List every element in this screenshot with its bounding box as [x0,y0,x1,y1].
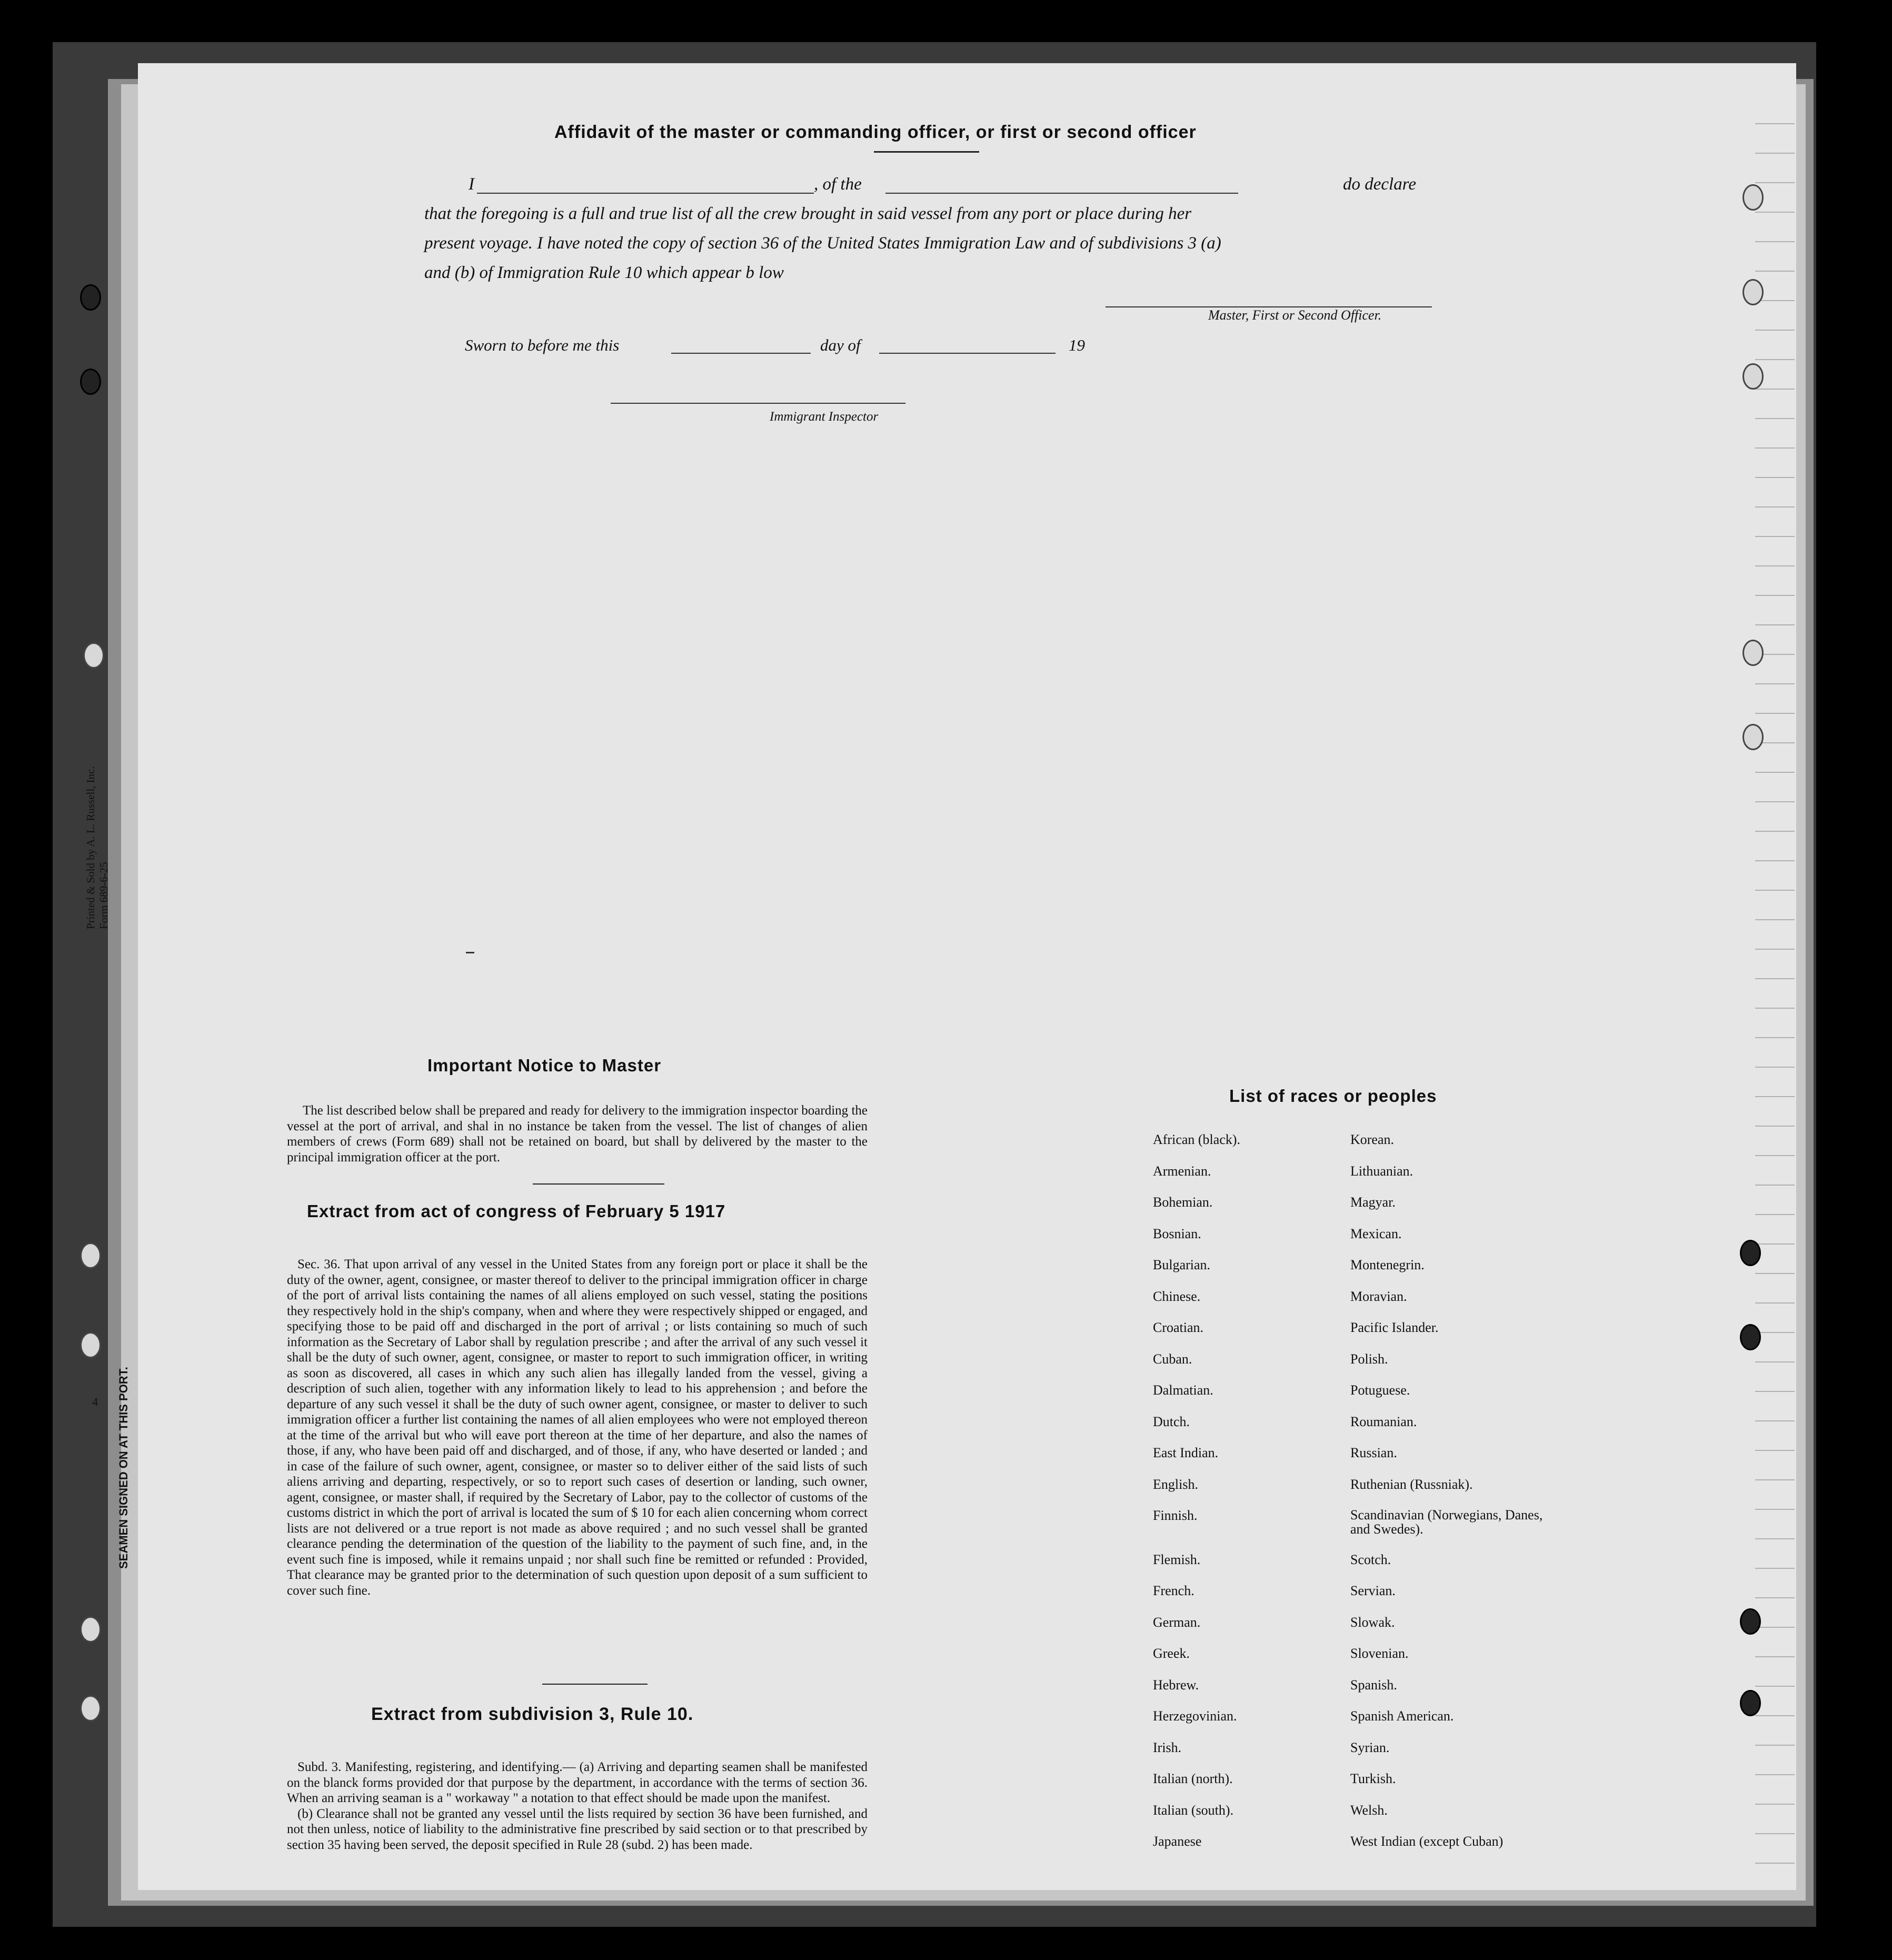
binder-hole-left-4 [80,1242,101,1269]
extract-rule-title: Extract from subdivision 3, Rule 10. [371,1704,694,1724]
race-item: Ruthenian (Russniak). [1350,1476,1473,1492]
race-item: Greek. [1153,1646,1190,1661]
binder-hole-right-7 [1740,1324,1761,1350]
extract-divider [542,1684,648,1685]
sworn-month-line[interactable] [879,353,1055,354]
race-item: Slowak. [1350,1614,1395,1630]
printer-imprint: Printed & Sold by A. L. Russell, Inc. Form 689-6-25 [84,766,110,929]
race-item: Japanese [1153,1834,1202,1849]
notice-divider [533,1183,664,1185]
inspector-signature-line[interactable] [611,403,905,404]
sworn-day-label: day of [820,336,861,354]
binder-hole-right-5 [1742,724,1764,750]
race-item: Italian (north). [1153,1771,1233,1786]
extract-act-body: Sec. 36. That upon arrival of any vessel in the United States from any foreign port or place it shall be the duty of the owner, agent, consignee, or master thereof to deliver to the principal immigration officer in charge of the port of arrival lists containing the names of all aliens employed on such vessel, stating the positions they respectively hold in the ship's company, when and where they were respectively shipped or engaged, and specifying those to be paid off and discharged in the port of arrival ; or lists containing so much of such information as the Secretary of Labor shall by regulation prescribe ; and after the arrival of any such vessel it shall be the duty of such owner, agent, consignee, or master to report to such immigration officer, in writing as soon as discovered, all cases in which any such alien has illegally landed from the vessel, giving a description of such alien, together with any information likely to lead to his apprehension ; and before the departure of any such vessel it shall be the duty of such owner agent, consignee, or master to deliver to such immigration officer a further list containing the names of all alien employees who were not employed thereon at the time of the arrival but who will eave port thereon at the time of her departure, and also the names of those, if any, who have been paid off and discharged, and of those, if any, who have deserted or landed ; and in case of the failure of such owner, agent, consignee, or master so to deliver either of the said lists of such aliens arriving and departing, respectively, or so to report such cases of desertion or landing, such owner, agent, consignee, or master shall, if required by the Secretary of Labor, pay to the collector of customs of the customs district in which the port of arrival is located the sum of $ 10 for each alien concerning whom correct lists are not delivered or a true report is not made as above required ; and no such vessel shall be granted clearance pending the determination of the question of the liability to the payment of such fine, and, in the event such fine is imposed, while it remains unpaid ; nor shall such fine be remitted or refunded : Provided, That clearance may be granted prior to the determination of such question upon deposit of a sum sufficient to cover such fine. [287,1257,868,1598]
race-item: Bulgarian. [1153,1257,1211,1272]
race-item: East Indian. [1153,1445,1219,1460]
race-item: Chinese. [1153,1288,1201,1304]
race-item: Croatian. [1153,1320,1204,1335]
notice-body: The list described below shall be prepared and ready for delivery to the immigration inspector boarding the vessel at the port of arrival, and shal in no instance be taken from the vessel. The list of changes of alien members of crews (Form 689) shall not be retained on board, but shall by delivered by the master to the principal immigration officer at the port. [287,1103,868,1165]
binder-hole-right-1 [1742,184,1764,211]
binder-hole-left-7 [80,1695,101,1722]
binder-hole-right-3 [1742,363,1764,390]
stray-mark [466,952,474,953]
affidavit-i: I [469,175,474,194]
race-item: Flemish. [1153,1551,1201,1567]
sworn-day-line[interactable] [671,353,811,354]
affidavit-line-3: present voyage. I have noted the copy of section 36 of the United States Immigration Law and of subdivisions 3 (a) [424,234,1221,253]
master-label: Master, First or Second Officer. [1208,307,1382,323]
binder-hole-right-9 [1740,1690,1761,1716]
race-item: African (black). [1153,1132,1241,1147]
race-item: Pacific Islander. [1350,1320,1439,1335]
affidavit-of-the: , of the [814,175,862,194]
race-item: German. [1153,1614,1201,1630]
binder-hole-right-8 [1740,1608,1761,1635]
affidavit-line-4: and (b) of Immigration Rule 10 which appear b low [424,263,784,282]
race-item: Russian. [1350,1445,1397,1460]
race-item: Moravian. [1350,1288,1407,1304]
race-item: Lithuanian. [1350,1163,1413,1179]
race-item: Mexican. [1350,1226,1402,1241]
race-item: Potuguese. [1350,1382,1410,1398]
race-item: Slovenian. [1350,1646,1409,1661]
binder-hole-left-3 [83,642,104,669]
notice-title: Important Notice to Master [427,1056,662,1075]
race-item: Korean. [1350,1132,1395,1147]
race-item: West Indian (except Cuban) [1350,1834,1503,1849]
race-item: Armenian. [1153,1163,1211,1179]
race-item: Syrian. [1350,1739,1390,1755]
race-item: Dalmatian. [1153,1382,1213,1398]
race-item: Scotch. [1350,1551,1391,1567]
race-item: Finnish. [1153,1508,1198,1523]
sworn-prefix: Sworn to before me this [465,336,620,354]
race-item: Montenegrin. [1350,1257,1425,1272]
race-item: Spanish. [1350,1677,1397,1693]
race-item: Spanish American. [1350,1708,1454,1724]
binder-hole-right-6 [1740,1240,1761,1266]
binder-hole-left-5 [80,1332,101,1358]
race-item: Turkish. [1350,1771,1396,1786]
affidavit-title: Affidavit of the master or commanding officer, or first or second officer [554,122,1197,142]
race-item: Scandinavian (Norwegians, Danes, and Swedes). [1350,1507,1543,1537]
rule-para-a: Subd. 3. Manifesting, registering, and identifying.— (a) Arriving and departing seamen shall be manifested on the blanck forms provided dor that purpose by the department, in accordance with the terms of section 36. When an arriving seaman is a " workaway " a notation to that effect should be made upon the manifest. [287,1760,868,1805]
affidavit-line-1 [424,170,1440,199]
vessel-field-line[interactable] [885,193,1238,194]
race-item: English. [1153,1476,1198,1492]
ruled-edge [1755,95,1795,1874]
race-item: Bohemian. [1153,1195,1213,1210]
binder-hole-right-2 [1742,279,1764,305]
seamen-signed-label: SEAMEN SIGNED ON AT THIS PORT. [117,1367,130,1569]
title-divider [874,151,979,153]
race-item: Irish. [1153,1739,1182,1755]
binder-hole-left-2 [80,369,101,395]
race-item: Herzegovinian. [1153,1708,1237,1724]
inspector-label: Immigrant Inspector [770,410,879,424]
affidavit-line-2: that the foregoing is a full and true list of all the crew brought in said vessel from any port or place during her [424,204,1192,223]
page-number: 4 [92,1395,98,1408]
race-item: Dutch. [1153,1414,1190,1429]
binder-hole-left-6 [80,1616,101,1643]
affidavit-declare: do declare [1343,175,1416,194]
binder-hole-left-1 [80,284,101,311]
binder-hole-right-4 [1742,640,1764,666]
race-item: French. [1153,1583,1194,1598]
extract-rule-body [287,1759,868,1853]
form-page [138,63,1796,1890]
race-item: Welsh. [1350,1802,1388,1818]
race-item: Servian. [1350,1583,1396,1598]
race-item: Cuban. [1153,1351,1192,1367]
sworn-year-label: 19 [1069,336,1085,354]
race-item: Italian (south). [1153,1802,1234,1818]
race-item: Hebrew. [1153,1677,1199,1693]
name-field-line[interactable] [477,193,814,194]
races-title: List of races or peoples [1229,1086,1437,1106]
race-item: Polish. [1350,1351,1388,1367]
race-item: Magyar. [1350,1195,1396,1210]
affidavit-body [424,170,1440,287]
race-item: Roumanian. [1350,1414,1417,1429]
rule-para-b: (b) Clearance shall not be granted any vessel until the lists required by section 36 have been furnished, and not then unless, notice of liability to the administrative fine prescribed by said section or to that prescribed by section 35 having been served, the deposit specified in Rule 28 (subd. 2) has been made. [287,1806,868,1852]
race-item: Bosnian. [1153,1226,1201,1241]
extract-act-title: Extract from act of congress of February 5 1917 [307,1201,726,1221]
